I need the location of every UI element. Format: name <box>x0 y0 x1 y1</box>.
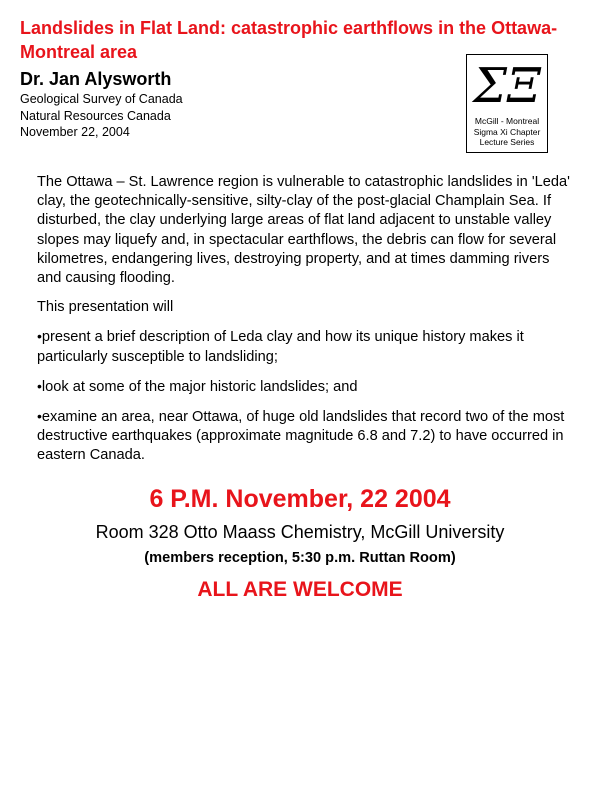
welcome-banner: ALL ARE WELCOME <box>197 578 403 601</box>
affiliation-line: Geological Survey of Canada <box>20 92 183 106</box>
event-time: 6 P.M. November, 22 2004 <box>149 485 451 513</box>
bullet-item <box>37 407 577 466</box>
sigma-xi-glyph-icon <box>470 58 544 116</box>
bullet-text: present a brief description of Leda clay and how its unique history makes it particularly susceptible to landsliding; <box>37 329 524 365</box>
logo-caption-line: McGill - Montreal <box>474 116 540 126</box>
event-reception: (members reception, 5:30 p.m. Ruttan Room) <box>144 550 456 566</box>
bullet-icon: • <box>37 377 42 394</box>
abstract-body <box>37 173 577 476</box>
logo-caption-line: Lecture Series <box>479 137 535 147</box>
affiliation-line: Natural Resources Canada <box>20 108 171 123</box>
lead-paragraph: This presentation will <box>37 299 174 316</box>
sigma-xi-logo <box>466 54 548 153</box>
intro-paragraph: The Ottawa – St. Lawrence region is vulnerable to catastrophic landslides in 'Leda' clay, the geotechnically-sensitive, silty-clay of the post-glacial Champlain Sea. If disturbed, the clay underlying large areas of flat land adjacent to unstable valley slopes may liquefy and, in spectacular earthflows, the debris can flow for several kilometres, endangering lives, destroying property, and at times damming rivers and causing flooding. <box>37 174 570 287</box>
logo-caption-line: Sigma Xi Chapter <box>473 126 541 137</box>
affiliation-block <box>20 91 183 141</box>
bullet-text: look at some of the major historic landslides; and <box>41 378 358 395</box>
bullet-icon: • <box>37 328 42 345</box>
bullet-icon: • <box>37 408 42 425</box>
logo-glyphs: ΣΞ <box>473 58 541 114</box>
speaker-name: Dr. Jan Alysworth <box>20 69 172 89</box>
bullet-item <box>37 377 577 397</box>
bullet-item <box>37 327 577 366</box>
logo-caption <box>467 116 547 148</box>
date-line: November 22, 2004 <box>20 125 130 139</box>
event-room: Room 328 Otto Maass Chemistry, McGill University <box>95 522 505 542</box>
document-title: Landslides in Flat Land: catastrophic earthflows in the Ottawa-Montreal area <box>20 18 558 62</box>
bullet-text: examine an area, near Ottawa, of huge old landslides that record two of the most destructive earthquakes (approximate magnitude 6.8 and 7.2) to have occurred in eastern Canada. <box>37 409 565 464</box>
